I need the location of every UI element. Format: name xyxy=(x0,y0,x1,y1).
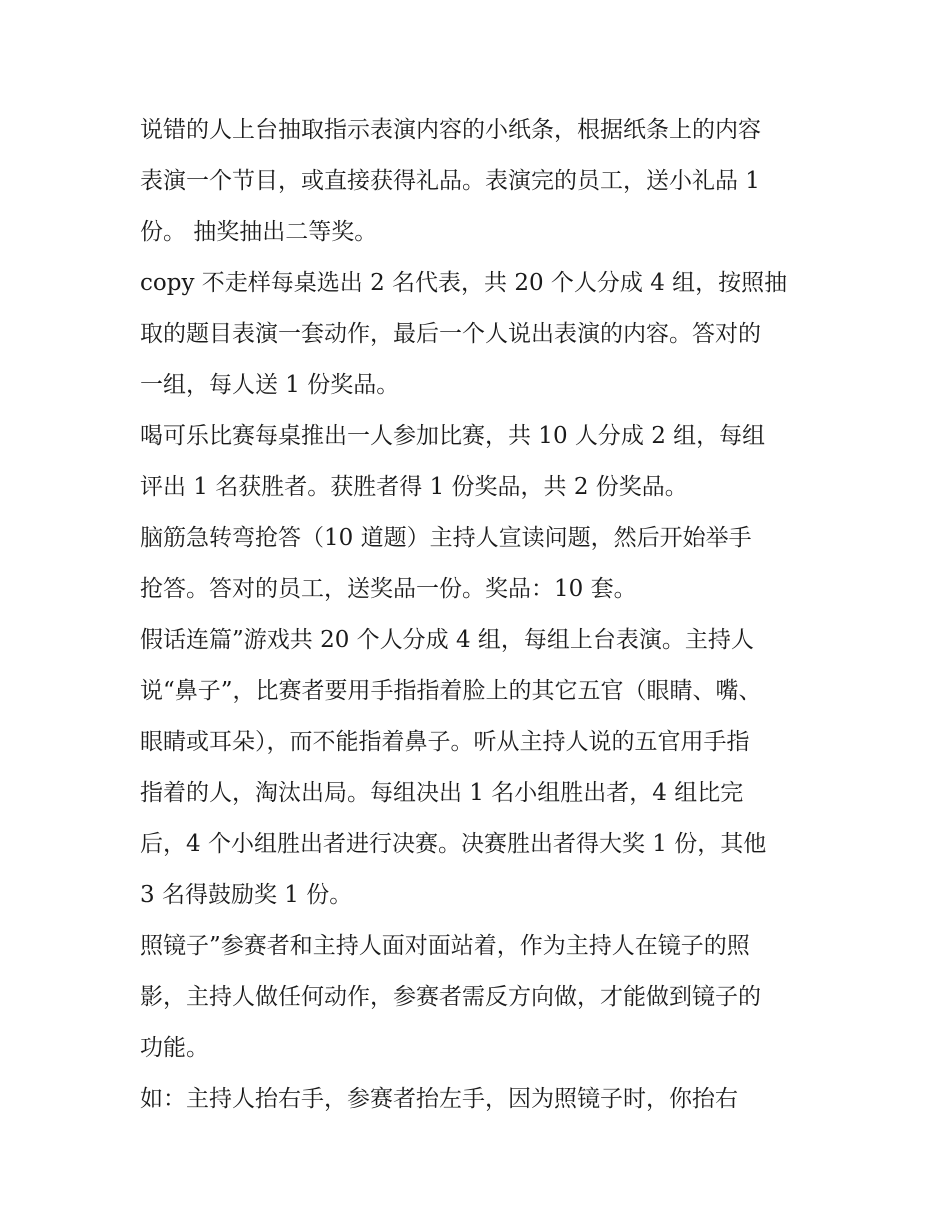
text-line: 眼睛或耳朵），而不能指着鼻子。听从主持人说的五官用手指 xyxy=(140,729,750,755)
text-line: 指着的人，淘汰出局。每组决出 1 名小组胜出者，4 组比完 xyxy=(140,780,744,806)
text-line: copy 不走样每桌选出 2 名代表，共 20 个人分成 4 组，按照抽 xyxy=(140,270,788,296)
text-line: 3 名得鼓励奖 1 份。 xyxy=(140,882,353,908)
document-body xyxy=(140,105,830,1125)
text-line: 取的题目表演一套动作，最后一个人说出表演的内容。答对的 xyxy=(140,321,761,347)
text-line: 评出 1 名获胜者。获胜者得 1 份奖品，共 2 份奖品。 xyxy=(140,474,688,500)
text-line: 说错的人上台抽取指示表演内容的小纸条，根据纸条上的内容 xyxy=(140,117,761,143)
text-line: 如：主持人抬右手，参赛者抬左手，因为照镜子时，你抬右 xyxy=(140,1086,738,1112)
text-line: 抢答。答对的员工，送奖品一份。奖品：10 套。 xyxy=(140,576,637,602)
text-line: 脑筋急转弯抢答（10 道题）主持人宣读问题，然后开始举手 xyxy=(140,525,752,551)
text-line: 功能。 xyxy=(140,1035,209,1061)
text-line: 照镜子”参赛者和主持人面对面站着，作为主持人在镜子的照 xyxy=(140,933,750,959)
text-line: 后，4 个小组胜出者进行决赛。决赛胜出者得大奖 1 份，其他 xyxy=(140,831,767,857)
text-line: 假话连篇”游戏共 20 个人分成 4 组，每组上台表演。主持人 xyxy=(140,627,754,653)
text-line: 份。 抽奖抽出二等奖。 xyxy=(140,219,378,245)
text-line: 影，主持人做任何动作，参赛者需反方向做，才能做到镜子的 xyxy=(140,984,761,1010)
text-line: 一组，每人送 1 份奖品。 xyxy=(140,372,400,398)
text-line: 说“鼻子”，比赛者要用手指指着脸上的其它五官（眼睛、嘴、 xyxy=(140,678,762,704)
text-line: 表演一个节目，或直接获得礼品。表演完的员工，送小礼品 1 xyxy=(140,168,760,194)
text-line: 喝可乐比赛每桌推出一人参加比赛，共 10 人分成 2 组，每组 xyxy=(140,423,766,449)
